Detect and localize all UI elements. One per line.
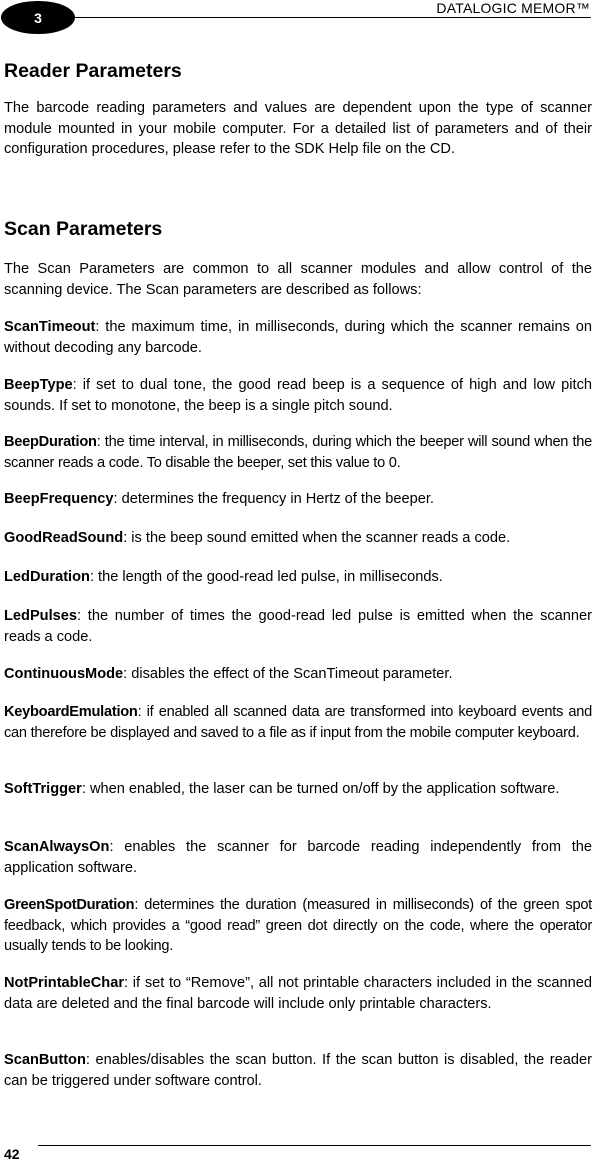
param-name: LedDuration [4,569,90,585]
param-name: ContinuousMode [4,666,124,682]
param-name: BeepDuration [4,434,97,450]
param-scan-timeout [4,317,592,358]
param-desc: : determines the duration (measured in milliseconds) of the green spot feedback, which provides a “good read” green dot directly on the code, where the operator usually tends to be looking. [4,897,592,954]
param-name: SoftTrigger [4,781,82,797]
param-desc: : the maximum time, in milliseconds, during which the scanner remains on without decoding any barcode. [4,319,592,356]
param-led-pulses [4,606,592,647]
param-name: ScanAlwaysOn [4,839,110,855]
footer-rule [38,1145,591,1146]
reader-parameters-body: The barcode reading parameters and values are dependent upon the type of scanner module mounted in your mobile computer. For a detailed list of parameters and of their configuration procedures, please refer to the SDK Help file on the CD. [4,100,592,157]
param-name: KeyboardEmulation [4,704,138,720]
header-rule [72,17,591,18]
param-desc: : the length of the good-read led pulse, in milliseconds. [89,569,443,585]
param-good-read-sound [4,528,592,549]
param-scan-always-on [4,837,592,878]
param-name: ScanButton [4,1052,86,1068]
param-name: GreenSpotDuration [4,897,135,913]
param-desc: : if set to dual tone, the good read beep is a sequence of high and low pitch sounds. If set to monotone, the beep is a single pitch sound. [4,377,592,414]
chapter-badge [1,1,75,34]
param-desc: : determines the frequency in Hertz of the beeper. [113,491,434,507]
param-not-printable-char [4,973,592,1014]
param-name: NotPrintableChar [4,975,125,991]
param-desc: : enables/disables the scan button. If the scan button is disabled, the reader can be triggered under software control. [4,1052,592,1089]
section-title-reader-parameters: Reader Parameters [4,60,182,82]
param-name: ScanTimeout [4,319,96,335]
param-desc: : is the beep sound emitted when the scanner reads a code. [123,530,511,546]
param-beep-duration [4,432,592,473]
param-led-duration [4,567,592,588]
param-name: GoodReadSound [4,530,124,546]
param-soft-trigger [4,779,592,800]
param-name: BeepFrequency [4,491,114,507]
param-scan-button [4,1050,592,1091]
scan-parameters-intro: The Scan Parameters are common to all scanner modules and allow control of the scanning device. The Scan parameters are described as follows: [4,261,592,298]
param-desc: : if set to “Remove”, all not printable characters included in the scanned data are deleted and the final barcode will include only printable characters. [4,975,592,1012]
section-title-scan-parameters: Scan Parameters [4,218,163,240]
param-name: LedPulses [4,608,77,624]
param-continuous-mode [4,664,592,685]
param-desc: : the number of times the good-read led pulse is emitted when the scanner reads a code. [4,608,592,645]
chapter-number: 3 [34,9,42,26]
param-green-spot-duration [4,895,592,957]
param-desc: : enables the scanner for barcode reading independently from the application software. [4,839,592,876]
param-keyboard-emulation [4,702,592,743]
param-beep-frequency [4,489,592,510]
param-desc: : if enabled all scanned data are transformed into keyboard events and can therefore be displayed and saved to a file as if input from the mobile computer keyboard. [4,704,592,741]
param-name: BeepType [4,377,73,393]
param-desc: : when enabled, the laser can be turned on/off by the application software. [81,781,560,797]
param-desc: : disables the effect of the ScanTimeout parameter. [123,666,453,682]
header-title: DATALOGIC MEMOR™ [436,0,590,16]
param-desc: : the time interval, in milliseconds, during which the beeper will sound when the scanner reads a code. To disable the beeper, set this value to 0. [4,434,592,471]
page-number: 42 [4,1146,20,1162]
param-beep-type [4,375,592,416]
